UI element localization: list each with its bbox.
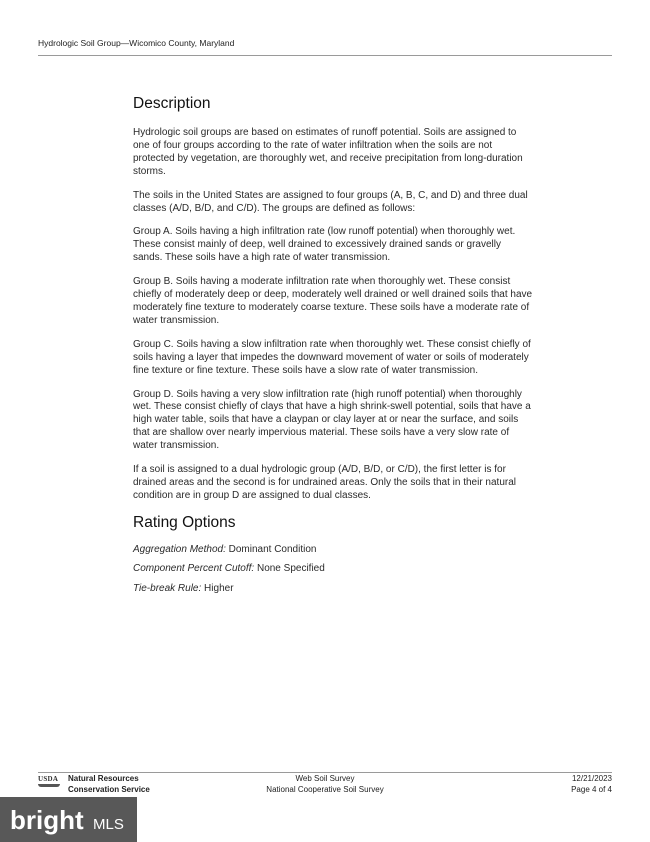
page-number: Page 4 of 4 <box>571 784 612 794</box>
group-c-paragraph: Group C. Soils having a slow infiltration rate when thoroughly wet. These consist chiefly of soils having a layer that impedes the downward movement of water or soils of moderately fine texture or fine texture. These soils have a slow rate of water transmission. <box>133 338 531 376</box>
usda-logo-icon: USDA <box>38 775 60 789</box>
footer-divider <box>38 772 612 773</box>
description-paragraph-2: The soils in the United States are assigned to four groups (A, B, C, and D) and three dual classes (A/D, B/D, and C/D). The groups are defined as follows: <box>133 189 528 214</box>
option-label: Tie-break Rule: <box>133 582 202 594</box>
rating-options-heading: Rating Options <box>133 513 236 531</box>
print-date: 12/21/2023 <box>571 774 612 783</box>
group-b-paragraph: Group B. Soils having a moderate infiltration rate when thoroughly wet. These consist chiefly of moderately deep or deep, moderately well drained or well drained soils that have moderately fine texture to moderately coarse texture. These soils have a moderate rate of water transmission. <box>133 276 533 326</box>
description-paragraph-1: Hydrologic soil groups are based on estimates of runoff potential. Soils are assigned to one of four groups according to the rate of water infiltration when the soils are not protected by vegetation, are thoroughly wet, and receive precipitation from long-duration storms. <box>133 127 523 177</box>
option-label: Component Percent Cutoff: <box>133 563 255 575</box>
survey-line-2: National Cooperative Soil Survey <box>266 784 384 794</box>
survey-line-1: Web Soil Survey <box>295 774 355 783</box>
option-value: Higher <box>201 582 234 594</box>
option-value: None Specified <box>254 563 325 575</box>
survey-name <box>225 774 425 795</box>
page-info <box>571 774 612 795</box>
page-header-title: Hydrologic Soil Group—Wicomico County, Maryland <box>38 38 235 48</box>
bright-mls-watermark-logo <box>0 797 137 842</box>
description-heading: Description <box>133 95 211 112</box>
header-divider <box>38 55 612 56</box>
agency-line-2: Conservation Service <box>68 784 150 794</box>
group-a-paragraph: Group A. Soils having a high infiltration rate (low runoff potential) when thoroughly wet. These consist mainly of deep, well drained to excessively drained sands or gravelly sands. These soils have a high rate of water transmission. <box>133 226 516 264</box>
watermark-brand: bright <box>10 804 84 835</box>
tie-break-rule-option <box>133 583 533 596</box>
watermark-suffix: MLS <box>93 815 124 833</box>
option-value: Dominant Condition <box>225 543 317 555</box>
main-content <box>133 95 533 602</box>
option-label: Aggregation Method: <box>133 543 226 555</box>
component-percent-cutoff-option <box>133 563 533 576</box>
agency-name <box>68 774 150 795</box>
group-d-paragraph: Group D. Soils having a very slow infiltration rate (high runoff potential) when thoroughly wet. These consist chiefly of clays that have a high shrink-swell potential, soils that have a high water table, soils that have a claypan or clay layer at or near the surface, and soils that are shallow over nearly impervious material. These soils have a very slow rate of water transmission. <box>133 388 531 452</box>
agency-line-1: Natural Resources <box>68 774 139 783</box>
dual-class-paragraph: If a soil is assigned to a dual hydrologic group (A/D, B/D, or C/D), the first letter is for drained areas and the second is for undrained areas. Only the soils that in their natural condition are in group D are assigned to dual classes. <box>133 464 517 501</box>
aggregation-method-option <box>133 544 533 557</box>
